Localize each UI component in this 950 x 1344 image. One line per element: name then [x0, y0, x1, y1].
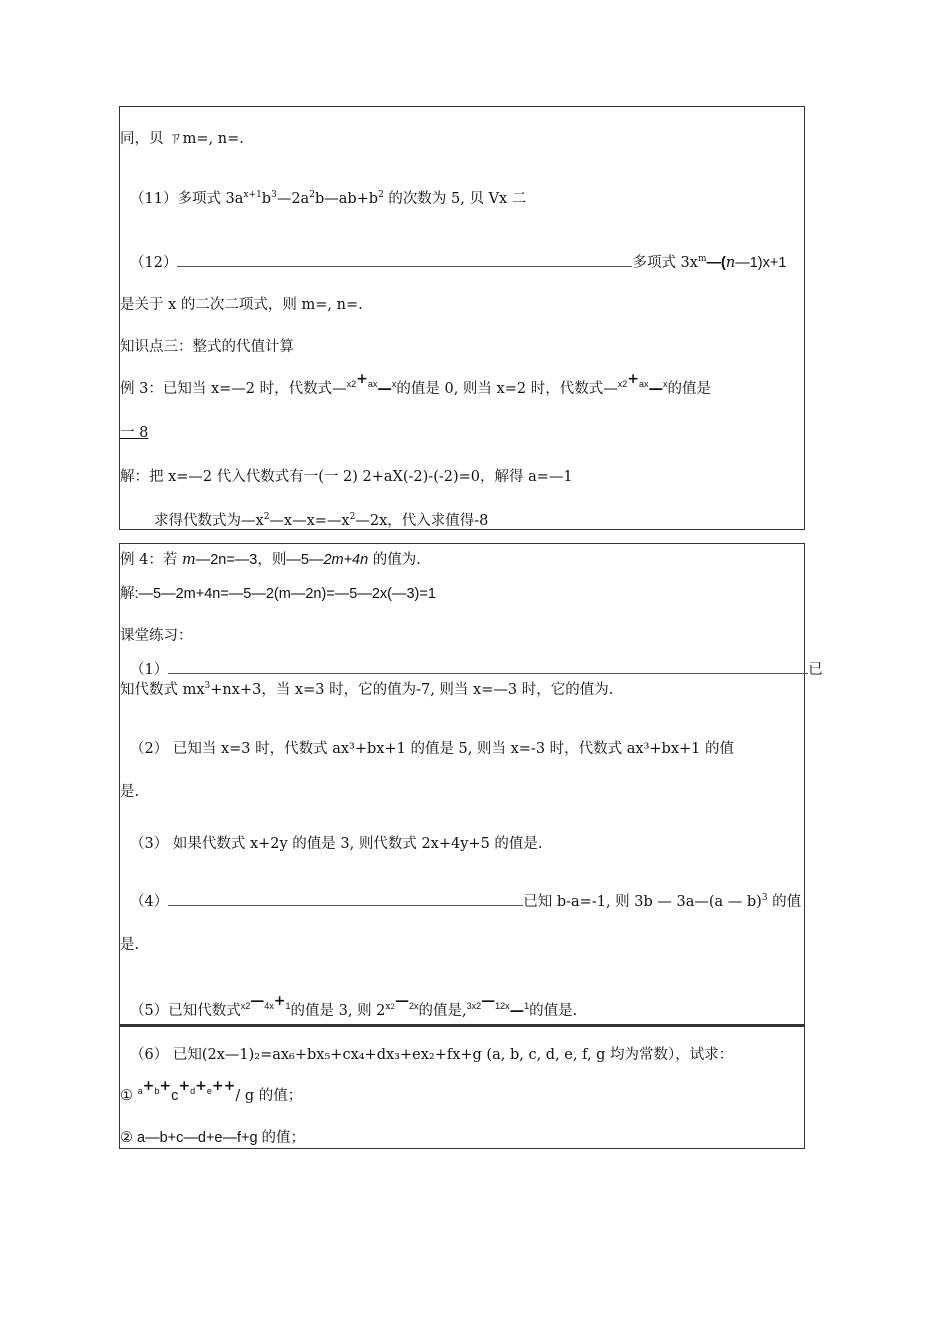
section-heading: 知识点三：整式的代值计算	[120, 339, 294, 355]
practice-5: （5）已知代数式$^{x2}$—$^{4x}$+$^1$的值是 3, 则 $2^{x2}—^{2x}$的值是,$^{3x2}$—$^{12x}$—$^1$的值是.	[130, 993, 578, 1019]
problem-12: （12） 多项式 $3x^m—(n—1)x+1$	[130, 254, 787, 271]
content-box-1	[119, 106, 805, 530]
example-3-answer: 一 8	[120, 425, 149, 441]
problem-12-cont: 是关于 x 的二次二项式，则 m=, n=.	[120, 297, 363, 313]
practice-4: （4） 已知 b-a=-1, 则 3b — 3a—(a — b)$^3$ 的值	[130, 893, 802, 910]
practice-heading: 课堂练习：	[120, 628, 193, 644]
practice-6-q1: ① $^a$+$^b$+c+$^d$+$^e$++/ g 的值；	[120, 1078, 303, 1104]
content-box-2	[119, 543, 823, 1025]
practice-4-cont: 是.	[120, 937, 140, 953]
practice-2-cont: 是.	[120, 784, 140, 800]
example-3: 例 3：已知当 x=—2 时，代数式—$^{x2}$+$^{ax}$—$^x$的值是 0, 则当 x=2 时，代数式—$^{x2}$+$^{ax}$—$^x$的值是	[120, 371, 711, 397]
practice-6-q2: ② a—b+c—d+e—f+g 的值；	[120, 1130, 306, 1146]
solution-3-cont: 求得代数式为$—x^2—x—x=—x^2—2x$，代入求值得-8	[154, 512, 489, 529]
practice-2: （2） 已知当 x=3 时，代数式 ax³+bx+1 的值是 5, 则当 x=-3 时，代数式 ax³+bx+1 的值	[130, 741, 734, 757]
example-4: 例 4：若 m—2n=—3，则—5—2m+4n 的值为.	[120, 552, 421, 568]
practice-1: （1） 已	[130, 662, 823, 678]
answer-blank	[168, 895, 523, 906]
solution-4: 解:—5—2m+4n=—5—2(m—2n)=—5—2x(—3)=1	[120, 586, 436, 602]
problem-11: （11）多项式 $3a^{x+1}b^3—2a^2b—ab+b^2$ 的次数为 5, 贝 Vx 二	[130, 190, 527, 207]
line-tongze: 同，贝 ㄗm=, n=.	[120, 131, 244, 147]
solution-3: 解：把 x=—2 代入代数式有一(一 2) 2+aX(-2)-(-2)=0，解得 a=—1	[120, 469, 573, 485]
practice-6: （6） 已知(2x—1)₂=ax₆+bx₅+cx₄+dx₃+ex₂+fx+g (a, b, c, d, e, f, g 均为常数），试求：	[130, 1047, 734, 1063]
answer-blank	[177, 256, 632, 267]
practice-3: （3） 如果代数式 x+2y 的值是 3, 则代数式 2x+4y+5 的值是.	[130, 836, 543, 852]
answer-blank	[168, 663, 808, 674]
content-box-3	[119, 1025, 805, 1149]
practice-1-cont: 知代数式 $mx^3+nx+3$，当 x=3 时，它的值为-7, 则当 x=—3 时，它的值为.	[120, 681, 614, 698]
